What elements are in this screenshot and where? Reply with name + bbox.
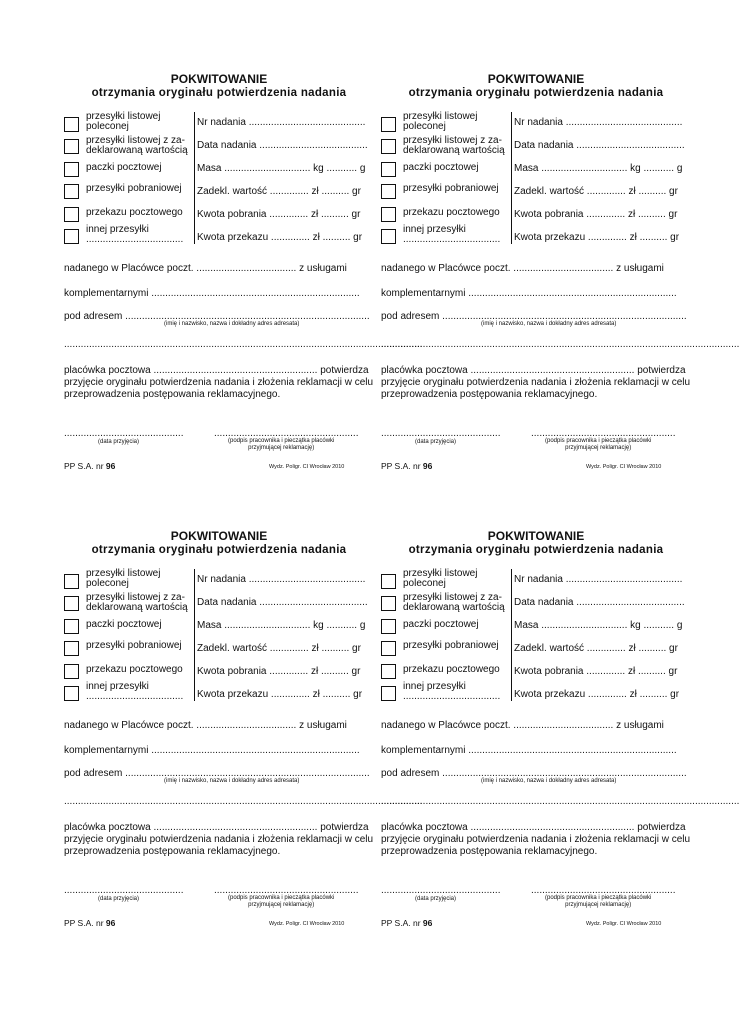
label-declared-value-letter: przesyłki listowej z za- deklarowaną wartością bbox=[86, 135, 188, 156]
date-dots: ........................................... bbox=[64, 885, 184, 896]
checkbox-declared-value-letter[interactable] bbox=[64, 139, 79, 154]
address-caption: (imię i nazwisko, nazwa i dokładny adres adresata) bbox=[481, 778, 617, 784]
confirmation-text-2: przeprowadzenia postępowania reklamacyjnego. bbox=[381, 389, 598, 400]
label-parcel: paczki pocztowej bbox=[403, 619, 479, 630]
field-declared-value: Zadekl. wartość .............. zł .......... gr bbox=[197, 643, 361, 654]
field-transfer-amount: Kwota przekazu .............. zł .......... gr bbox=[514, 689, 680, 700]
label-declared-value-letter: przesyłki listowej z za- deklarowaną wartością bbox=[86, 592, 188, 613]
label-money-order: przekazu pocztowego bbox=[86, 207, 183, 218]
field-shipment-number: Nr nadania .......................................... bbox=[514, 574, 683, 585]
label-other: innej przesyłki ................................... bbox=[86, 681, 184, 702]
confirmation-text-2: przeprowadzenia postępowania reklamacyjnego. bbox=[381, 846, 598, 857]
address-line: pod adresem ........................................................................................ bbox=[381, 768, 687, 779]
footer-code: PP S.A. nr 96 bbox=[64, 918, 116, 928]
confirmation-text-1: przyjęcie oryginału potwierdzenia nadania i złożenia reklamacji w celu bbox=[381, 834, 691, 845]
checkbox-other[interactable] bbox=[381, 229, 396, 244]
field-weight: Masa ............................... kg ........... g bbox=[514, 620, 683, 631]
field-transfer-amount: Kwota przekazu .............. zł .......... gr bbox=[197, 689, 363, 700]
label-other: innej przesyłki ................................... bbox=[86, 224, 184, 245]
post-office-confirmation-line: placówka pocztowa ........................................................... potwierdza bbox=[64, 822, 369, 833]
column-divider bbox=[511, 569, 512, 701]
checkbox-registered-letter[interactable] bbox=[64, 574, 79, 589]
checkbox-cod-parcel[interactable] bbox=[381, 184, 396, 199]
checkbox-money-order[interactable] bbox=[381, 664, 396, 679]
date-dots: ........................................... bbox=[381, 428, 501, 439]
receipt-form-top-right bbox=[381, 66, 740, 476]
checkbox-other[interactable] bbox=[64, 229, 79, 244]
date-caption: (data przyjęcia) bbox=[415, 439, 457, 445]
checkbox-registered-letter[interactable] bbox=[381, 574, 396, 589]
field-cod-amount: Kwota pobrania .............. zł .......... gr bbox=[197, 666, 361, 677]
signature-dots: .................................................... bbox=[531, 885, 676, 896]
footer-code: PP S.A. nr 96 bbox=[381, 461, 433, 471]
address-continuation-line: ................................................................................................................................. bbox=[381, 339, 740, 350]
receipt-form-top-left bbox=[64, 66, 423, 476]
checkbox-other[interactable] bbox=[64, 686, 79, 701]
checkbox-registered-letter[interactable] bbox=[381, 117, 396, 132]
confirmation-text-1: przyjęcie oryginału potwierdzenia nadania i złożenia reklamacji w celu bbox=[64, 834, 374, 845]
field-shipment-date: Data nadania ....................................... bbox=[197, 140, 368, 151]
signature-dots: .................................................... bbox=[214, 428, 359, 439]
form-subtitle: otrzymania oryginału potwierdzenia nadania bbox=[91, 544, 347, 556]
field-shipment-date: Data nadania ....................................... bbox=[514, 597, 685, 608]
post-office-confirmation-line: placówka pocztowa ........................................................... potwierdza bbox=[381, 822, 686, 833]
address-continuation-line: ................................................................................................................................. bbox=[381, 796, 740, 807]
field-cod-amount: Kwota pobrania .............. zł .......... gr bbox=[514, 209, 678, 220]
receipt-form-bottom-left bbox=[64, 523, 423, 933]
field-transfer-amount: Kwota przekazu .............. zł .......... gr bbox=[514, 232, 680, 243]
label-parcel: paczki pocztowej bbox=[86, 162, 162, 173]
field-weight: Masa ............................... kg ........... g bbox=[197, 163, 366, 174]
printer-info: Wydz. Poligr. CI Wrocław 2010 bbox=[269, 921, 345, 927]
address-caption: (imię i nazwisko, nazwa i dokładny adres adresata) bbox=[481, 321, 617, 327]
receipt-form-bottom-right bbox=[381, 523, 740, 933]
post-office-line: nadanego w Placówce poczt. .................................... z usługami bbox=[381, 720, 664, 731]
supplementary-services-line: komplementarnymi ........................................................................... bbox=[381, 288, 677, 299]
label-other: innej przesyłki ................................... bbox=[403, 224, 501, 245]
checkbox-parcel[interactable] bbox=[381, 162, 396, 177]
printer-info: Wydz. Poligr. CI Wrocław 2010 bbox=[586, 464, 662, 470]
confirmation-text-2: przeprowadzenia postępowania reklamacyjnego. bbox=[64, 389, 281, 400]
label-declared-value-letter: przesyłki listowej z za- deklarowaną wartością bbox=[403, 592, 505, 613]
address-continuation-line: ................................................................................................................................. bbox=[64, 339, 423, 350]
address-line: pod adresem ........................................................................................ bbox=[64, 768, 370, 779]
form-title: POKWITOWANIE bbox=[170, 529, 268, 543]
checkbox-cod-parcel[interactable] bbox=[64, 641, 79, 656]
field-shipment-number: Nr nadania .......................................... bbox=[197, 117, 366, 128]
signature-caption: (podpis pracownika i pieczątka placówki przyjmującej reklamację) bbox=[545, 895, 652, 908]
date-caption: (data przyjęcia) bbox=[415, 896, 457, 902]
label-other: innej przesyłki ................................... bbox=[403, 681, 501, 702]
label-parcel: paczki pocztowej bbox=[86, 619, 162, 630]
checkbox-cod-parcel[interactable] bbox=[64, 184, 79, 199]
field-transfer-amount: Kwota przekazu .............. zł .......... gr bbox=[197, 232, 363, 243]
confirmation-text-2: przeprowadzenia postępowania reklamacyjnego. bbox=[64, 846, 281, 857]
address-line: pod adresem ........................................................................................ bbox=[64, 311, 370, 322]
post-office-line: nadanego w Placówce poczt. .................................... z usługami bbox=[381, 263, 664, 274]
signature-dots: .................................................... bbox=[531, 428, 676, 439]
label-cod-parcel: przesyłki pobraniowej bbox=[86, 183, 182, 194]
printer-info: Wydz. Poligr. CI Wrocław 2010 bbox=[269, 464, 345, 470]
signature-caption: (podpis pracownika i pieczątka placówki przyjmującej reklamację) bbox=[228, 895, 335, 908]
checkbox-money-order[interactable] bbox=[64, 664, 79, 679]
label-money-order: przekazu pocztowego bbox=[403, 664, 500, 675]
supplementary-services-line: komplementarnymi ........................................................................... bbox=[64, 745, 360, 756]
supplementary-services-line: komplementarnymi ........................................................................... bbox=[64, 288, 360, 299]
address-caption: (imię i nazwisko, nazwa i dokładny adres adresata) bbox=[164, 321, 300, 327]
field-declared-value: Zadekl. wartość .............. zł .......... gr bbox=[514, 186, 678, 197]
label-registered-letter: przesyłki listowej poleconej bbox=[403, 111, 478, 132]
checkbox-parcel[interactable] bbox=[381, 619, 396, 634]
label-declared-value-letter: przesyłki listowej z za- deklarowaną wartością bbox=[403, 135, 505, 156]
checkbox-parcel[interactable] bbox=[64, 162, 79, 177]
checkbox-money-order[interactable] bbox=[381, 207, 396, 222]
supplementary-services-line: komplementarnymi ........................................................................... bbox=[381, 745, 677, 756]
form-title: POKWITOWANIE bbox=[170, 72, 268, 86]
footer-code: PP S.A. nr 96 bbox=[64, 461, 116, 471]
label-money-order: przekazu pocztowego bbox=[403, 207, 500, 218]
printer-info: Wydz. Poligr. CI Wrocław 2010 bbox=[586, 921, 662, 927]
date-dots: ........................................... bbox=[64, 428, 184, 439]
label-parcel: paczki pocztowej bbox=[403, 162, 479, 173]
label-registered-letter: przesyłki listowej poleconej bbox=[86, 111, 161, 132]
label-cod-parcel: przesyłki pobraniowej bbox=[86, 640, 182, 651]
confirmation-text-1: przyjęcie oryginału potwierdzenia nadania i złożenia reklamacji w celu bbox=[381, 377, 691, 388]
checkbox-cod-parcel[interactable] bbox=[381, 641, 396, 656]
form-subtitle: otrzymania oryginału potwierdzenia nadania bbox=[408, 544, 664, 556]
field-shipment-number: Nr nadania .......................................... bbox=[514, 117, 683, 128]
column-divider bbox=[194, 112, 195, 244]
form-subtitle: otrzymania oryginału potwierdzenia nadania bbox=[91, 87, 347, 99]
address-line: pod adresem ........................................................................................ bbox=[381, 311, 687, 322]
field-declared-value: Zadekl. wartość .............. zł .......... gr bbox=[197, 186, 361, 197]
signature-caption: (podpis pracownika i pieczątka placówki przyjmującej reklamację) bbox=[545, 438, 652, 451]
checkbox-declared-value-letter[interactable] bbox=[381, 596, 396, 611]
post-office-line: nadanego w Placówce poczt. .................................... z usługami bbox=[64, 263, 347, 274]
label-registered-letter: przesyłki listowej poleconej bbox=[403, 568, 478, 589]
label-money-order: przekazu pocztowego bbox=[86, 664, 183, 675]
field-shipment-number: Nr nadania .......................................... bbox=[197, 574, 366, 585]
checkbox-declared-value-letter[interactable] bbox=[381, 139, 396, 154]
post-office-confirmation-line: placówka pocztowa ........................................................... potwierdza bbox=[381, 365, 686, 376]
footer-code: PP S.A. nr 96 bbox=[381, 918, 433, 928]
form-title: POKWITOWANIE bbox=[487, 529, 585, 543]
label-cod-parcel: przesyłki pobraniowej bbox=[403, 640, 499, 651]
field-weight: Masa ............................... kg ........... g bbox=[197, 620, 366, 631]
date-caption: (data przyjęcia) bbox=[98, 896, 140, 902]
field-declared-value: Zadekl. wartość .............. zł .......... gr bbox=[514, 643, 678, 654]
field-weight: Masa ............................... kg ........... g bbox=[514, 163, 683, 174]
checkbox-parcel[interactable] bbox=[64, 619, 79, 634]
checkbox-declared-value-letter[interactable] bbox=[64, 596, 79, 611]
form-title: POKWITOWANIE bbox=[487, 72, 585, 86]
field-cod-amount: Kwota pobrania .............. zł .......... gr bbox=[514, 666, 678, 677]
column-divider bbox=[511, 112, 512, 244]
field-cod-amount: Kwota pobrania .............. zł .......... gr bbox=[197, 209, 361, 220]
address-caption: (imię i nazwisko, nazwa i dokładny adres adresata) bbox=[164, 778, 300, 784]
address-continuation-line: ................................................................................................................................. bbox=[64, 796, 423, 807]
form-subtitle: otrzymania oryginału potwierdzenia nadania bbox=[408, 87, 664, 99]
field-shipment-date: Data nadania ....................................... bbox=[197, 597, 368, 608]
post-office-confirmation-line: placówka pocztowa ........................................................... potwierdza bbox=[64, 365, 369, 376]
checkbox-money-order[interactable] bbox=[64, 207, 79, 222]
signature-caption: (podpis pracownika i pieczątka placówki przyjmującej reklamację) bbox=[228, 438, 335, 451]
label-registered-letter: przesyłki listowej poleconej bbox=[86, 568, 161, 589]
label-cod-parcel: przesyłki pobraniowej bbox=[403, 183, 499, 194]
checkbox-other[interactable] bbox=[381, 686, 396, 701]
post-office-line: nadanego w Placówce poczt. .................................... z usługami bbox=[64, 720, 347, 731]
date-dots: ........................................... bbox=[381, 885, 501, 896]
signature-dots: .................................................... bbox=[214, 885, 359, 896]
field-shipment-date: Data nadania ....................................... bbox=[514, 140, 685, 151]
date-caption: (data przyjęcia) bbox=[98, 439, 140, 445]
confirmation-text-1: przyjęcie oryginału potwierdzenia nadania i złożenia reklamacji w celu bbox=[64, 377, 374, 388]
checkbox-registered-letter[interactable] bbox=[64, 117, 79, 132]
column-divider bbox=[194, 569, 195, 701]
